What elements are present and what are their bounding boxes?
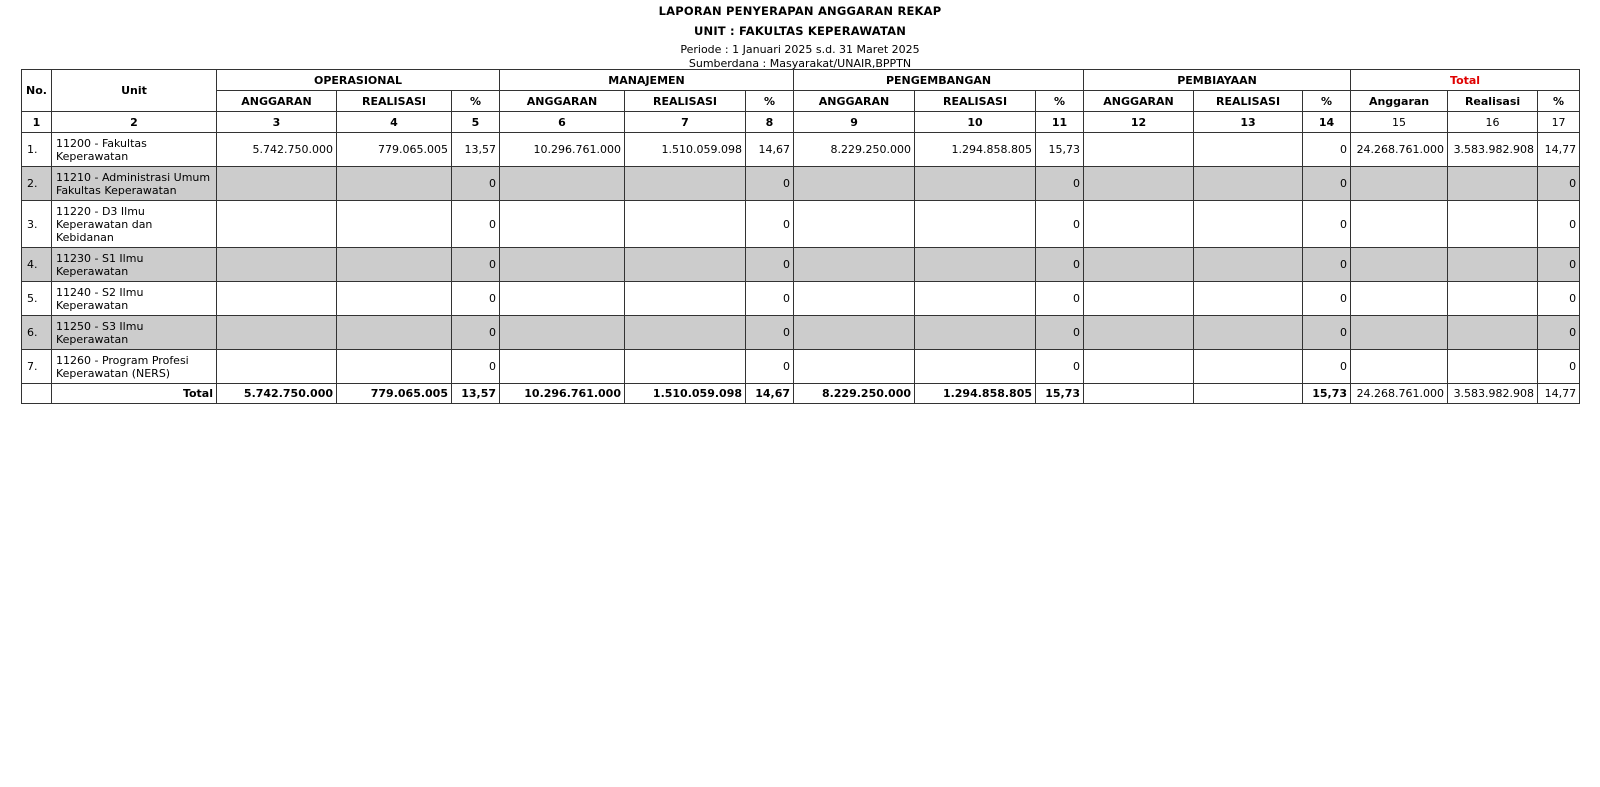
row-value-cell: 0 [1303, 248, 1351, 282]
column-number: 11 [1036, 112, 1084, 133]
total-value-cell: 10.296.761.000 [500, 384, 625, 404]
total-value-cell: 1.294.858.805 [915, 384, 1036, 404]
row-value-cell: 0 [1303, 282, 1351, 316]
row-value-cell: 0 [746, 201, 794, 248]
row-value-cell [1194, 167, 1303, 201]
row-value-cell: 0 [1538, 167, 1580, 201]
row-value-cell [1084, 133, 1194, 167]
row-value-cell [625, 201, 746, 248]
row-value-cell: 0 [452, 201, 500, 248]
row-value-cell [1448, 316, 1538, 350]
total-value-cell: 24.268.761.000 [1351, 384, 1448, 404]
table-row [22, 248, 1580, 282]
row-value-cell [1194, 133, 1303, 167]
row-value-cell [1448, 201, 1538, 248]
row-number: 7. [22, 350, 52, 384]
row-value-cell [1084, 248, 1194, 282]
row-value-cell [915, 201, 1036, 248]
budget-absorption-table [21, 69, 1580, 404]
column-number: 14 [1303, 112, 1351, 133]
row-value-cell: 14,77 [1538, 133, 1580, 167]
table-row [22, 133, 1580, 167]
row-number: 2. [22, 167, 52, 201]
row-value-cell: 1.510.059.098 [625, 133, 746, 167]
row-value-cell [337, 350, 452, 384]
header-pengembangan-realisasi: REALISASI [915, 91, 1036, 112]
row-number: 3. [22, 201, 52, 248]
row-value-cell: 13,57 [452, 133, 500, 167]
row-value-cell: 0 [746, 350, 794, 384]
row-value-cell [794, 167, 915, 201]
row-value-cell [1448, 350, 1538, 384]
header-operasional-anggaran: ANGGARAN [217, 91, 337, 112]
row-value-cell [915, 282, 1036, 316]
row-value-cell: 0 [1303, 350, 1351, 384]
row-value-cell: 0 [746, 248, 794, 282]
row-number: 4. [22, 248, 52, 282]
header-pengembangan-percent: % [1036, 91, 1084, 112]
row-value-cell [1194, 282, 1303, 316]
row-value-cell [1351, 282, 1448, 316]
row-value-cell [915, 248, 1036, 282]
header-manajemen-anggaran: ANGGARAN [500, 91, 625, 112]
row-unit-name: 11210 - Administrasi Umum Fakultas Keperawatan [52, 167, 217, 201]
row-value-cell: 10.296.761.000 [500, 133, 625, 167]
total-value-cell [1194, 384, 1303, 404]
row-value-cell: 0 [1036, 201, 1084, 248]
row-value-cell: 0 [452, 248, 500, 282]
header-operasional-percent: % [452, 91, 500, 112]
row-value-cell [337, 167, 452, 201]
row-value-cell: 0 [452, 350, 500, 384]
column-number: 12 [1084, 112, 1194, 133]
row-value-cell [915, 167, 1036, 201]
row-value-cell [500, 350, 625, 384]
row-value-cell [794, 350, 915, 384]
row-value-cell: 0 [1303, 167, 1351, 201]
row-value-cell [500, 248, 625, 282]
row-value-cell [217, 282, 337, 316]
row-number: 5. [22, 282, 52, 316]
row-value-cell: 0 [746, 316, 794, 350]
header-total-anggaran: Anggaran [1351, 91, 1448, 112]
total-value-cell: 1.510.059.098 [625, 384, 746, 404]
row-value-cell: 0 [1036, 350, 1084, 384]
row-value-cell: 0 [452, 282, 500, 316]
row-value-cell [500, 316, 625, 350]
row-value-cell [794, 201, 915, 248]
row-value-cell: 1.294.858.805 [915, 133, 1036, 167]
column-number: 15 [1351, 112, 1448, 133]
row-unit-name: 11220 - D3 Ilmu Keperawatan dan Kebidanan [52, 201, 217, 248]
row-value-cell [1448, 248, 1538, 282]
row-value-cell [625, 248, 746, 282]
row-value-cell: 3.583.982.908 [1448, 133, 1538, 167]
row-value-cell [217, 316, 337, 350]
row-value-cell [625, 316, 746, 350]
header-total: Total [1351, 70, 1580, 91]
total-row [22, 384, 1580, 404]
column-number: 5 [452, 112, 500, 133]
row-value-cell: 8.229.250.000 [794, 133, 915, 167]
row-value-cell [500, 282, 625, 316]
report-period: Periode : 1 Januari 2025 s.d. 31 Maret 2025 [680, 43, 920, 56]
row-value-cell: 0 [1036, 282, 1084, 316]
row-value-cell [217, 201, 337, 248]
row-value-cell [1194, 201, 1303, 248]
header-pembiayaan-anggaran: ANGGARAN [1084, 91, 1194, 112]
row-value-cell [217, 248, 337, 282]
row-value-cell: 14,67 [746, 133, 794, 167]
header-unit: Unit [52, 70, 217, 112]
row-value-cell: 24.268.761.000 [1351, 133, 1448, 167]
row-value-cell [794, 316, 915, 350]
column-number: 6 [500, 112, 625, 133]
row-value-cell: 0 [1303, 133, 1351, 167]
row-number: 6. [22, 316, 52, 350]
row-value-cell [1351, 167, 1448, 201]
row-value-cell: 0 [1538, 201, 1580, 248]
row-value-cell [625, 350, 746, 384]
row-value-cell: 0 [1538, 248, 1580, 282]
total-row-no-cell [22, 384, 52, 404]
column-number-row [22, 112, 1580, 133]
row-value-cell [1194, 350, 1303, 384]
row-value-cell [217, 350, 337, 384]
row-value-cell [1084, 167, 1194, 201]
row-value-cell [915, 350, 1036, 384]
row-value-cell: 0 [1036, 248, 1084, 282]
row-value-cell: 779.065.005 [337, 133, 452, 167]
row-value-cell [500, 201, 625, 248]
header-pengembangan: PENGEMBANGAN [794, 70, 1084, 91]
report-fund-source: Sumberdana : Masyarakat/UNAIR,BPPTN [688, 56, 912, 70]
total-value-cell: 3.583.982.908 [1448, 384, 1538, 404]
row-unit-name: 11250 - S3 Ilmu Keperawatan [52, 316, 217, 350]
row-value-cell [1084, 350, 1194, 384]
row-value-cell [1084, 316, 1194, 350]
report-unit: UNIT : FAKULTAS KEPERAWATAN [693, 24, 907, 38]
header-manajemen-percent: % [746, 91, 794, 112]
column-number: 9 [794, 112, 915, 133]
row-value-cell [1084, 282, 1194, 316]
total-value-cell: 14,67 [746, 384, 794, 404]
header-total-realisasi: Realisasi [1448, 91, 1538, 112]
total-value-cell: 13,57 [452, 384, 500, 404]
row-value-cell [337, 316, 452, 350]
header-total-percent: % [1538, 91, 1580, 112]
row-value-cell [1351, 201, 1448, 248]
row-value-cell [500, 167, 625, 201]
row-value-cell: 0 [1538, 316, 1580, 350]
row-value-cell: 0 [1303, 201, 1351, 248]
header-operasional: OPERASIONAL [217, 70, 500, 91]
row-value-cell [1448, 167, 1538, 201]
header-sub-row [22, 91, 1580, 112]
header-pengembangan-anggaran: ANGGARAN [794, 91, 915, 112]
total-value-cell: 779.065.005 [337, 384, 452, 404]
header-no: No. [22, 70, 52, 112]
row-value-cell [1351, 248, 1448, 282]
row-value-cell: 0 [1036, 316, 1084, 350]
total-value-cell: 15,73 [1303, 384, 1351, 404]
column-number: 1 [22, 112, 52, 133]
total-value-cell: 14,77 [1538, 384, 1580, 404]
column-number: 13 [1194, 112, 1303, 133]
row-value-cell [1194, 248, 1303, 282]
row-value-cell: 0 [746, 282, 794, 316]
row-value-cell [1194, 316, 1303, 350]
header-operasional-realisasi: REALISASI [337, 91, 452, 112]
total-value-cell [1084, 384, 1194, 404]
table-row [22, 350, 1580, 384]
row-unit-name: 11200 - Fakultas Keperawatan [52, 133, 217, 167]
row-value-cell [217, 167, 337, 201]
table-row [22, 167, 1580, 201]
row-value-cell: 0 [1303, 316, 1351, 350]
total-value-cell: 5.742.750.000 [217, 384, 337, 404]
header-manajemen: MANAJEMEN [500, 70, 794, 91]
row-value-cell: 0 [452, 316, 500, 350]
total-value-cell: 15,73 [1036, 384, 1084, 404]
header-pembiayaan-realisasi: REALISASI [1194, 91, 1303, 112]
row-value-cell [625, 167, 746, 201]
row-value-cell [625, 282, 746, 316]
table-row [22, 282, 1580, 316]
row-value-cell: 0 [746, 167, 794, 201]
row-value-cell [794, 282, 915, 316]
row-unit-name: 11260 - Program Profesi Keperawatan (NERS) [52, 350, 217, 384]
column-number: 3 [217, 112, 337, 133]
row-value-cell: 0 [1538, 282, 1580, 316]
row-value-cell [794, 248, 915, 282]
row-value-cell: 0 [452, 167, 500, 201]
row-unit-name: 11240 - S2 Ilmu Keperawatan [52, 282, 217, 316]
report-title: LAPORAN PENYERAPAN ANGGARAN REKAP [658, 4, 942, 18]
row-number: 1. [22, 133, 52, 167]
row-value-cell: 15,73 [1036, 133, 1084, 167]
table-row [22, 201, 1580, 248]
header-manajemen-realisasi: REALISASI [625, 91, 746, 112]
row-value-cell [1351, 316, 1448, 350]
header-pembiayaan-percent: % [1303, 91, 1351, 112]
row-value-cell: 0 [1538, 350, 1580, 384]
total-label: Total [52, 384, 217, 404]
header-pembiayaan: PEMBIAYAAN [1084, 70, 1351, 91]
column-number: 10 [915, 112, 1036, 133]
row-value-cell [915, 316, 1036, 350]
row-value-cell [1448, 282, 1538, 316]
row-value-cell [337, 248, 452, 282]
column-number: 8 [746, 112, 794, 133]
row-value-cell [1351, 350, 1448, 384]
total-value-cell: 8.229.250.000 [794, 384, 915, 404]
row-value-cell [337, 201, 452, 248]
row-value-cell: 5.742.750.000 [217, 133, 337, 167]
header-group-row [22, 70, 1580, 91]
report-header [0, 0, 1600, 70]
column-number: 17 [1538, 112, 1580, 133]
column-number: 7 [625, 112, 746, 133]
row-value-cell: 0 [1036, 167, 1084, 201]
column-number: 4 [337, 112, 452, 133]
row-value-cell [337, 282, 452, 316]
row-unit-name: 11230 - S1 Ilmu Keperawatan [52, 248, 217, 282]
table-row [22, 316, 1580, 350]
column-number: 16 [1448, 112, 1538, 133]
row-value-cell [1084, 201, 1194, 248]
column-number: 2 [52, 112, 217, 133]
